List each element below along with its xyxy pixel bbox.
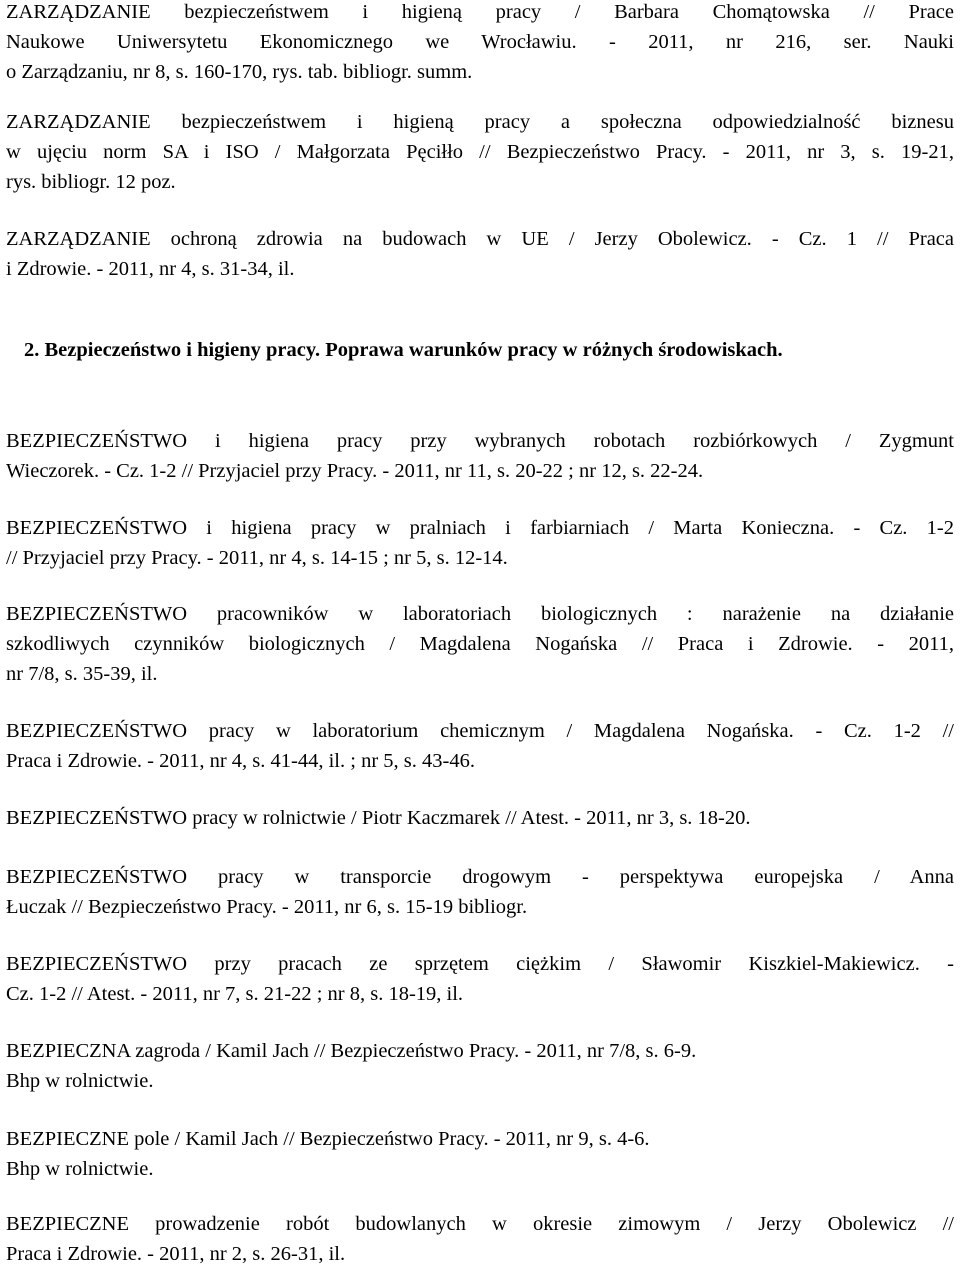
entry-line: BEZPIECZNE prowadzenie robót budowlanych w okresie zimowym / Jerzy Obolewicz // (6, 1213, 954, 1235)
entry-line: szkodliwych czynników biologicznych / Magdalena Nogańska // Praca i Zdrowie. - 2011, (6, 633, 954, 655)
entry (6, 0, 954, 87)
entry-line: Cz. 1-2 // Atest. - 2011, nr 7, s. 21-22 ; nr 8, s. 18-19, il. (6, 983, 464, 1005)
entry-line: o Zarządzaniu, nr 8, s. 160-170, rys. tab. bibliogr. summ. (6, 61, 473, 83)
entry (6, 862, 954, 922)
entry (6, 599, 954, 689)
entry (6, 716, 954, 776)
entry-line: ZARZĄDZANIE bezpieczeństwem i higieną pracy a społeczna odpowiedzialność biznesu (6, 111, 954, 133)
entry-line: Praca i Zdrowie. - 2011, nr 2, s. 26-31, il. (6, 1243, 346, 1265)
entry-subject: Bhp w rolnictwie. (6, 1070, 154, 1092)
entry-line: BEZPIECZEŃSTWO pracy w rolnictwie / Piotr Kaczmarek // Atest. - 2011, nr 3, s. 18-20. (6, 807, 751, 829)
entry (6, 426, 954, 486)
entry (6, 1124, 954, 1184)
entry-line: BEZPIECZEŃSTWO pracy w transporcie drogowym - perspektywa europejska / Anna (6, 866, 954, 888)
entry-line: ZARZĄDZANIE bezpieczeństwem i higieną pracy / Barbara Chomątowska // Prace (6, 1, 954, 23)
entry-subject: Bhp w rolnictwie. (6, 1158, 154, 1180)
entry (6, 513, 954, 573)
entry-line: w ujęciu norm SA i ISO / Małgorzata Pęciłło // Bezpieczeństwo Pracy. - 2011, nr 3, s. 19-21, (6, 141, 954, 163)
entry-line: Łuczak // Bezpieczeństwo Pracy. - 2011, nr 6, s. 15-19 bibliogr. (6, 896, 528, 918)
entry-line: BEZPIECZEŃSTWO i higiena pracy przy wybranych robotach rozbiórkowych / Zygmunt (6, 430, 954, 452)
entry-line: i Zdrowie. - 2011, nr 4, s. 31-34, il. (6, 258, 295, 280)
entry-line: Wieczorek. - Cz. 1-2 // Przyjaciel przy Pracy. - 2011, nr 11, s. 20-22 ; nr 12, s. 22-24. (6, 460, 704, 482)
entry-line: Naukowe Uniwersytetu Ekonomicznego we Wrocławiu. - 2011, nr 216, ser. Nauki (6, 31, 954, 53)
entry-line: BEZPIECZEŃSTWO pracy w laboratorium chemicznym / Magdalena Nogańska. - Cz. 1-2 // (6, 720, 954, 742)
entry-line: BEZPIECZEŃSTWO i higiena pracy w pralniach i farbiarniach / Marta Konieczna. - Cz. 1-2 (6, 517, 954, 539)
entry-line: BEZPIECZNA zagroda / Kamil Jach // Bezpieczeństwo Pracy. - 2011, nr 7/8, s. 6-9. (6, 1040, 697, 1062)
entry (6, 949, 954, 1009)
section-heading: 2. Bezpieczeństwo i higieny pracy. Poprawa warunków pracy w różnych środowiskach. (24, 339, 783, 361)
entry (6, 107, 954, 197)
entry (6, 1209, 954, 1269)
entry-line: BEZPIECZEŃSTWO pracowników w laboratoriach biologicznych : narażenie na działanie (6, 603, 954, 625)
entry-line: BEZPIECZNE pole / Kamil Jach // Bezpieczeństwo Pracy. - 2011, nr 9, s. 4-6. (6, 1128, 650, 1150)
entry (6, 803, 954, 833)
entry-line: nr 7/8, s. 35-39, il. (6, 663, 158, 685)
entry-line: BEZPIECZEŃSTWO przy pracach ze sprzętem ciężkim / Sławomir Kiszkiel-Makiewicz. - (6, 953, 954, 975)
entry-line: ZARZĄDZANIE ochroną zdrowia na budowach w UE / Jerzy Obolewicz. - Cz. 1 // Praca (6, 228, 954, 250)
entry-line: // Przyjaciel przy Pracy. - 2011, nr 4, s. 14-15 ; nr 5, s. 12-14. (6, 547, 508, 569)
entry (6, 1036, 954, 1096)
entry (6, 224, 954, 284)
entry-line: rys. bibliogr. 12 poz. (6, 171, 176, 193)
entry-line: Praca i Zdrowie. - 2011, nr 4, s. 41-44, il. ; nr 5, s. 43-46. (6, 750, 475, 772)
